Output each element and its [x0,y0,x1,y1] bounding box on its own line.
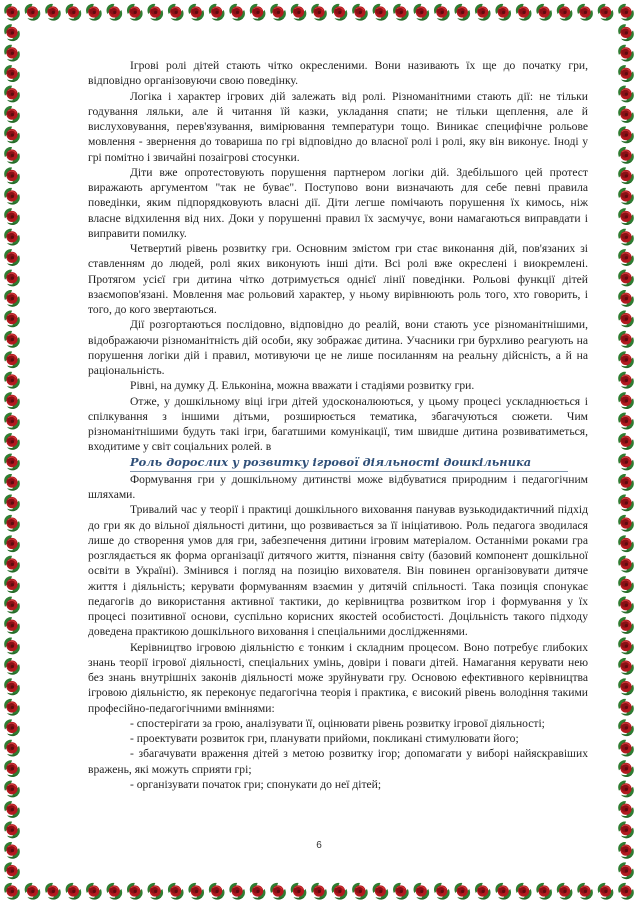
rose-icon [618,106,634,123]
rose-icon [250,4,266,21]
rose-icon [434,4,450,21]
rose-icon [598,883,614,900]
rose-icon [4,535,20,552]
rose-icon [4,617,20,634]
rose-icon [4,351,20,368]
rose-icon [618,719,634,736]
rose-icon [618,740,634,757]
rose-icon [414,4,430,21]
rose-icon [4,760,20,777]
rose-icon [168,883,184,900]
rose-icon [4,597,20,614]
rose-icon [4,781,20,798]
rose-icon [4,86,20,103]
rose-icon [4,822,20,839]
rose-icon [4,576,20,593]
rose-icon [291,883,307,900]
rose-icon [618,699,634,716]
paragraph: Отже, у дошкільному віці ігри дітей удосконалюються, у цьому процесі ускладнюється і спілкування з іншими дітьми, розширюється тематика, збагачуються сюжети. Чим різноманітнішими будуть такі ігри, багатшими комунікації, тим швидше дитина розвиватиметься, входитиме у світ соціальних ролей. в [88,394,588,454]
rose-icon [4,454,20,471]
rose-icon [618,372,634,389]
rose-icon [495,4,511,21]
rose-icon [86,883,102,900]
rose-icon [127,883,143,900]
rose-icon [188,883,204,900]
rose-icon [147,883,163,900]
rose-icon [618,801,634,818]
rose-icon [536,883,552,900]
rose-icon [557,4,573,21]
rose-icon [4,392,20,409]
paragraph: - організувати початок гри; спонукати до неї дітей; [130,777,382,791]
rose-icon [414,883,430,900]
rose-icon [434,883,450,900]
rose-icon [270,4,286,21]
rose-icon [4,883,20,900]
rose-icon [311,4,327,21]
rose-icon [618,822,634,839]
rose-icon [618,638,634,655]
rose-icon [4,188,20,205]
rose-icon [4,147,20,164]
rose-icon [373,883,389,900]
rose-icon [454,4,470,21]
rose-icon [618,147,634,164]
paragraph: - збагачувати враження дітей з метою розвитку ігор; допомагати у виборі найяскравіших вражень, які можуть сприяти грі; [88,747,588,776]
rose-icon [66,883,82,900]
rose-icon [4,208,20,225]
rose-icon [618,454,634,471]
rose-icon [618,331,634,348]
rose-icon [618,658,634,675]
rose-icon [4,372,20,389]
rose-icon [4,249,20,266]
rose-icon [618,24,634,41]
paragraph: Рівні, на думку Д. Ельконіна, можна вважати і стадіями розвитку гри. [130,379,475,393]
rose-icon [454,883,470,900]
rose-icon [618,310,634,327]
paragraph: Дії розгортаються послідовно, відповідно до реалій, вони стають усе різноманітнішими, відображаючи різноманітність дій особи, яку зображає дитина. Учасники гри бурхливо реагують на порушення логіки дій і правил, мотивуючи це не лише посиланням на реальну дійсність, а й на раціональність. [88,318,588,377]
rose-icon [4,65,20,82]
rose-icon [393,4,409,21]
paragraph: Тривалий час у теорії і практиці дошкільного виховання панував вузькодидактичний підхід до гри як до вільної діяльності дитини, що розвивається за її ініціативою. Роль педагога зводилася лише до створення умов для гри, забезпечення дитини ігровим матеріалом. Останніми роками гра розглядається як форма організації дитячого життя, пізнання світу (базовий компонент дошкільної освіти в Україні). Змінився і погляд на позицію вихователя. Він повинен організовувати дитяче життя і діяльність; керувати формуванням взаємин у дитячій спільності. Така позиція спонукає педагогів до використання активної тактики, до керівництва розвитком ігор і формування у їх процесі позитивної основи, суспільно корисних якостей особистості. Доцільність такого підходу доведена практикою дошкільного виховання і спеціальними дослідженнями. [88,503,588,639]
rose-icon [332,4,348,21]
rose-icon [127,4,143,21]
rose-icon [618,883,634,900]
rose-icon [4,310,20,327]
rose-icon [4,331,20,348]
rose-icon [107,4,123,21]
rose-icon [536,4,552,21]
rose-icon [618,535,634,552]
rose-icon [4,862,20,879]
rose-icon [618,760,634,777]
rose-icon [516,883,532,900]
rose-icon [4,556,20,573]
paragraph: Керівництво ігровою діяльністю є тонким і складним процесом. Воно потребує глибоких знань теорії ігрової діяльності, спеціальних умінь, довіри і поваги дітей. Намагання керувати нею без знань внутрішніх законів діяльності може зруйнувати гру. Основою ефективного керівництва ігровою діяльністю, як переконує педагогічна теорія і практика, є високий рівень володіння такими професійно-педагогічними вміннями: [88,640,588,715]
rose-icon [270,883,286,900]
rose-icon [332,883,348,900]
rose-icon [618,474,634,491]
rose-icon [618,678,634,695]
rose-icon [618,4,634,21]
rose-icon [598,4,614,21]
rose-icon [618,126,634,143]
rose-icon [352,883,368,900]
section-heading: Роль дорослих у розвитку ігрової діяльності дошкільника [130,454,532,469]
rose-icon [4,740,20,757]
page-number: 6 [316,840,322,851]
rose-icon [25,4,41,21]
rose-icon [66,4,82,21]
rose-icon [4,4,20,21]
rose-icon [86,4,102,21]
rose-icon [107,883,123,900]
rose-icon [516,4,532,21]
rose-icon [618,597,634,614]
rose-icon [45,883,61,900]
rose-icon [577,4,593,21]
intro-section [88,58,588,455]
paragraph: Діти вже опротестовують порушення партнером логіки дій. Здебільшого цей протест виражають аргументом "так не буває". Поступово вони визначають для себе певні правила поведінки, яким підпорядковують власні дії. Діти легше помічають порушення їх кимось, ніж власне відхилення від них. Доки у порушенні правил їх засмучує, вони намагаються виправдати і виправити помилку. [88,165,588,240]
paragraph: Формування гри у дошкільному дитинстві може відбуватися природним і педагогічним шляхами. [88,472,588,501]
rose-icon [618,576,634,593]
rose-icon [618,392,634,409]
rose-icon [373,4,389,21]
rose-icon [618,351,634,368]
rose-icon [618,862,634,879]
rose-icon [4,658,20,675]
rose-icon [618,433,634,450]
rose-icon [4,413,20,430]
rose-icon [618,494,634,511]
rose-icon [250,883,266,900]
rose-icon [495,883,511,900]
rose-icon [618,556,634,573]
rose-icon [168,4,184,21]
rose-icon [618,229,634,246]
rose-icon [4,638,20,655]
paragraph: Четвертий рівень розвитку гри. Основним змістом гри стає виконання дій, пов'язаних зі ставленням до людей, ролі яких виконують інші діти. Всі ролі вже окреслені і виокремлені. Протягом усієї гри дитина чітко дотримується однієї лінії поведінки. Рольові функції дітей взаємопов'язані. Мовлення має рольовий характер, у ньому вирівнюють роль того, хто говорить, і того, до кого звертаються. [88,242,588,316]
rose-icon [4,270,20,287]
rose-icon [4,474,20,491]
rose-icon [618,290,634,307]
rose-icon [618,86,634,103]
rose-icon [4,106,20,123]
rose-icon [291,4,307,21]
rose-icon [618,515,634,532]
heading-underline [130,471,568,472]
rose-icon [618,413,634,430]
rose-icon [618,65,634,82]
rose-icon [618,188,634,205]
rose-icon [188,4,204,21]
rose-icon [618,249,634,266]
rose-icon [25,883,41,900]
rose-icon [4,24,20,41]
paragraph: Ігрові ролі дітей стають чітко окресленими. Вони називають їх ще до початку гри, відповідно організовуючи свою поведінку. [88,59,588,88]
rose-icon [4,494,20,511]
paragraph: - проектувати розвиток гри, планувати прийоми, покликані стимулювати його; [130,732,519,745]
rose-icon [393,883,409,900]
rose-icon [4,719,20,736]
rose-icon [209,4,225,21]
rose-icon [4,45,20,62]
rose-icon [4,290,20,307]
rose-icon [311,883,327,900]
rose-icon [4,678,20,695]
rose-icon [618,270,634,287]
rose-icon [229,883,245,900]
rose-icon [618,167,634,184]
rose-icon [475,4,491,21]
paragraph: Логіка і характер ігрових дій залежать від ролі. Різноманітними стають дії: не тільки годування ляльки, але й читання їй казки, укладання спати; не тільки щеплення, але й вислуховування, перев'язування, вимірювання температури тощо. Виникає специфічне рольове мовлення - звернення до товариша по грі відповідно до власної ролі і ролі, яку він виконує. Іноді у грі помітно і звичайні позаігрові стосунки. [88,89,588,164]
rose-icon [229,4,245,21]
rose-icon [4,167,20,184]
rose-icon [618,45,634,62]
paragraph: - спостерігати за грою, аналізувати її, оцінювати рівень розвитку ігрової діяльності; [130,716,545,730]
rose-icon [4,699,20,716]
rose-icon [475,883,491,900]
rose-icon [4,515,20,532]
rose-icon [557,883,573,900]
rose-icon [577,883,593,900]
rose-icon [4,126,20,143]
rose-icon [618,617,634,634]
section-body [88,472,588,792]
rose-icon [4,433,20,450]
rose-icon [4,801,20,818]
page-text [88,58,588,792]
rose-icon [147,4,163,21]
rose-icon [4,229,20,246]
rose-icon [209,883,225,900]
rose-icon [618,781,634,798]
rose-icon [45,4,61,21]
rose-icon [618,208,634,225]
rose-icon [352,4,368,21]
